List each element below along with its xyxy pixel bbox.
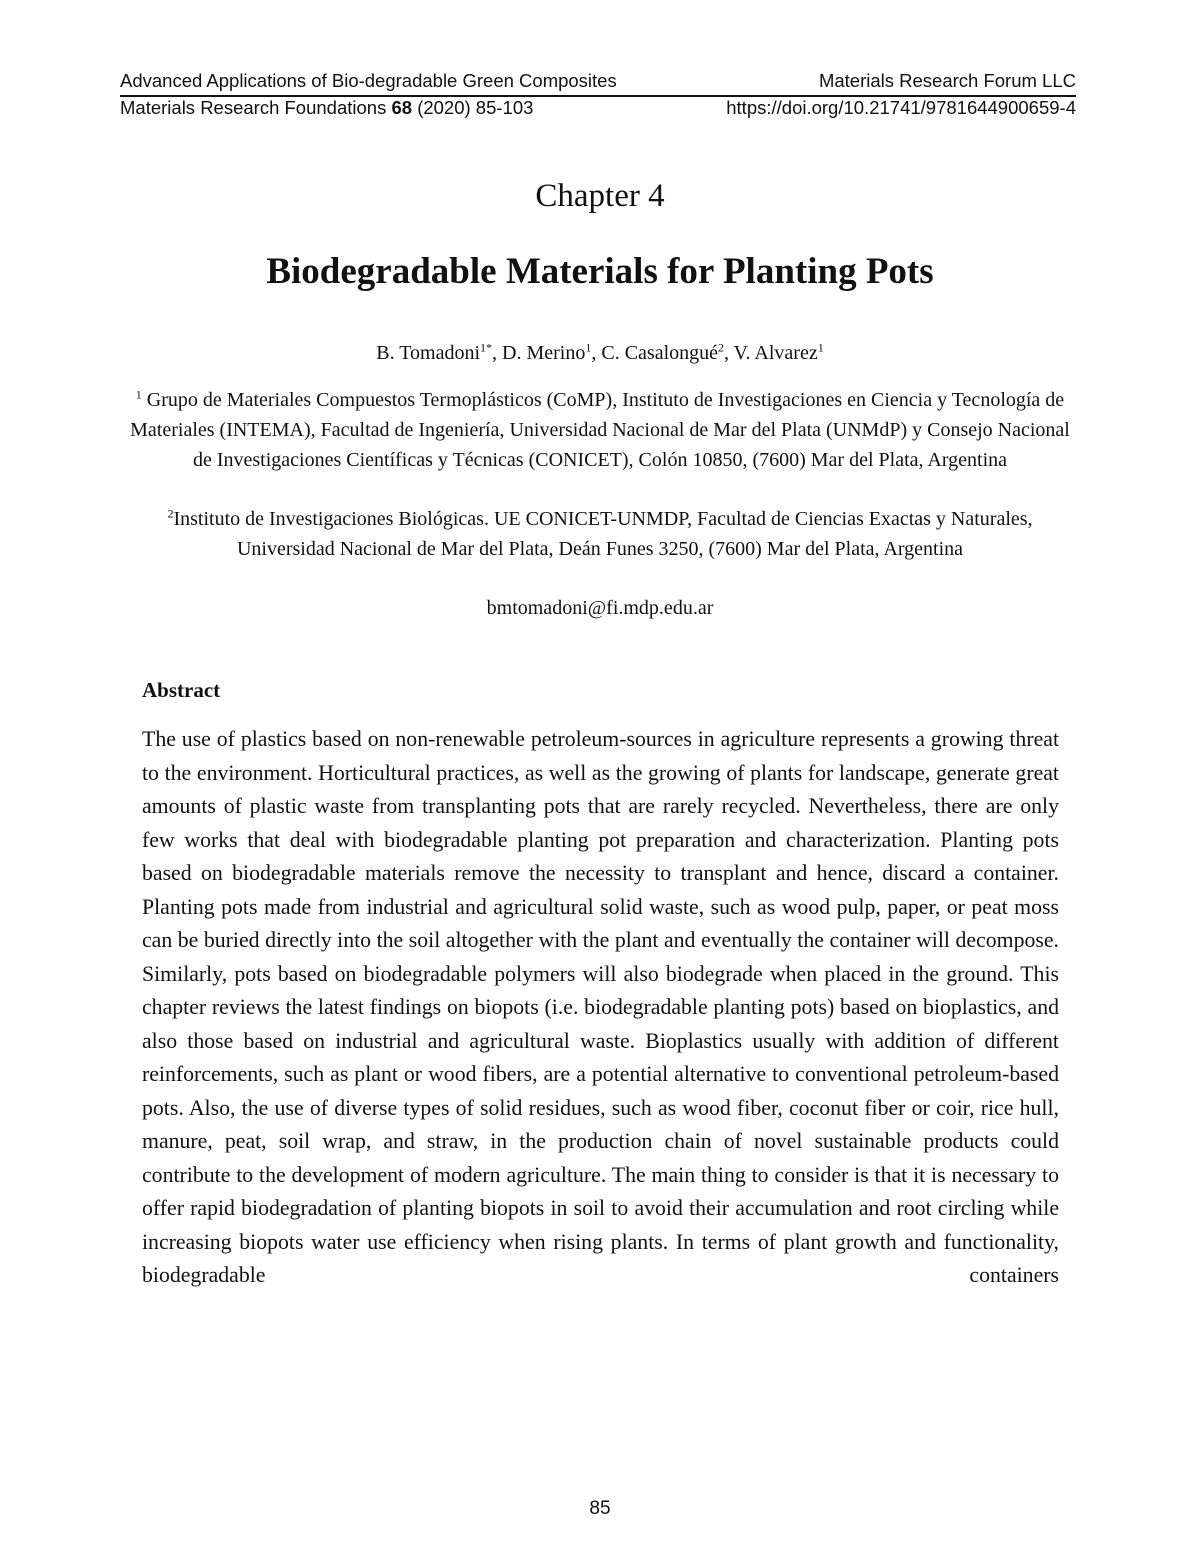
corresponding-email[interactable]: bmtomadoni@fi.mdp.edu.ar xyxy=(486,597,714,619)
publisher-name: Materials Research Forum LLC xyxy=(818,70,1076,91)
abstract-heading: Abstract xyxy=(142,678,221,702)
series-name: Materials Research Foundations xyxy=(120,97,387,118)
affiliation-1 xyxy=(120,385,1080,475)
author: B. Tomadoni$^{1*}$, xyxy=(376,340,503,364)
doi-link[interactable]: https://doi.org/10.21741/9781644900659-4 xyxy=(726,97,1076,118)
abstract-text: The use of plastics based on non-renewable petroleum-sources in agriculture represents a growing threat to the environment. Horticultural practices, as well as the growing of plants for landscape, generate great amounts of plastic waste from transplanting pots that are rarely recycled. Nevertheless, there are only few works that deal with biodegradable planting pot preparation and characterization. Planting pots based on biodegradable materials remove the necessity to transplant and hence, discard a container. Planting pots made from industrial and agricultural solid waste, such as wood pulp, paper, or peat moss can be buried directly into the soil altogether with the plant and eventually the container will decompose. Similarly, pots based on biodegradable polymers will also biodegrade when placed in the ground. This chapter reviews the latest findings on biopots (i.e. biodegradable planting pots) based on bioplastics, and also those based on industrial and agricultural waste. Bioplastics usually with addition of different reinforcements, such as plant or wood fibers, are a potential alternative to conventional petroleum-based pots. Also, the use of diverse types of solid residues, such as wood fiber, coconut fiber or coir, rice hull, manure, peat, soil wrap, and straw, in the production chain of novel sustainable products could contribute to the development of modern agriculture. The main thing to consider is that it is necessary to offer rapid biodegradation of planting biopots in soil to avoid their accumulation and root circling while increasing biopots water use efficiency when rising plants. In terms of plant growth and functionality, biodegradable containers xyxy=(142,727,1059,1287)
author: V. Alvarez$^1$ xyxy=(733,340,824,364)
affiliation-text: Grupo de Materiales Compuestos Termoplásticos (CoMP), Instituto de Investigaciones en Ciencia y Tecnología de Materiales (INTEMA), Facultad de Ingeniería, Universidad Nacional de Mar del Plata (UNMdP) y Consejo Nacional de Investigaciones Científicas y Técnicas (CONICET), Colón 10850, (7600) Mar del Plata, Argentina xyxy=(130,389,1070,471)
series-volume: 68 xyxy=(391,97,413,118)
affiliation-text: Instituto de Investigaciones Biológicas. UE CONICET-UNMDP, Facultad de Ciencias Exactas y Naturales, Universidad Nacional de Mar del Plata, Deán Funes 3250, (7600) Mar del Plata, Argentina xyxy=(173,508,1033,560)
affiliation-marker: 2 xyxy=(167,506,174,521)
author: C. Casalongué$^2$, xyxy=(601,340,734,364)
affiliation-marker: 1 xyxy=(135,387,142,402)
page-number: 85 xyxy=(589,1498,611,1519)
affiliation-2 xyxy=(120,504,1080,564)
chapter-label: Chapter 4 xyxy=(535,178,665,214)
author-list xyxy=(100,342,1100,365)
running-header-top xyxy=(120,70,1076,92)
author: D. Merino$^1$, xyxy=(502,340,602,364)
series-detail: (2020) 85-103 xyxy=(417,97,534,118)
series-citation xyxy=(120,97,533,119)
book-title: Advanced Applications of Bio-degradable Green Composites xyxy=(120,70,617,91)
running-header-bottom xyxy=(120,97,1076,119)
chapter-title: Biodegradable Materials for Planting Pots xyxy=(266,251,934,292)
